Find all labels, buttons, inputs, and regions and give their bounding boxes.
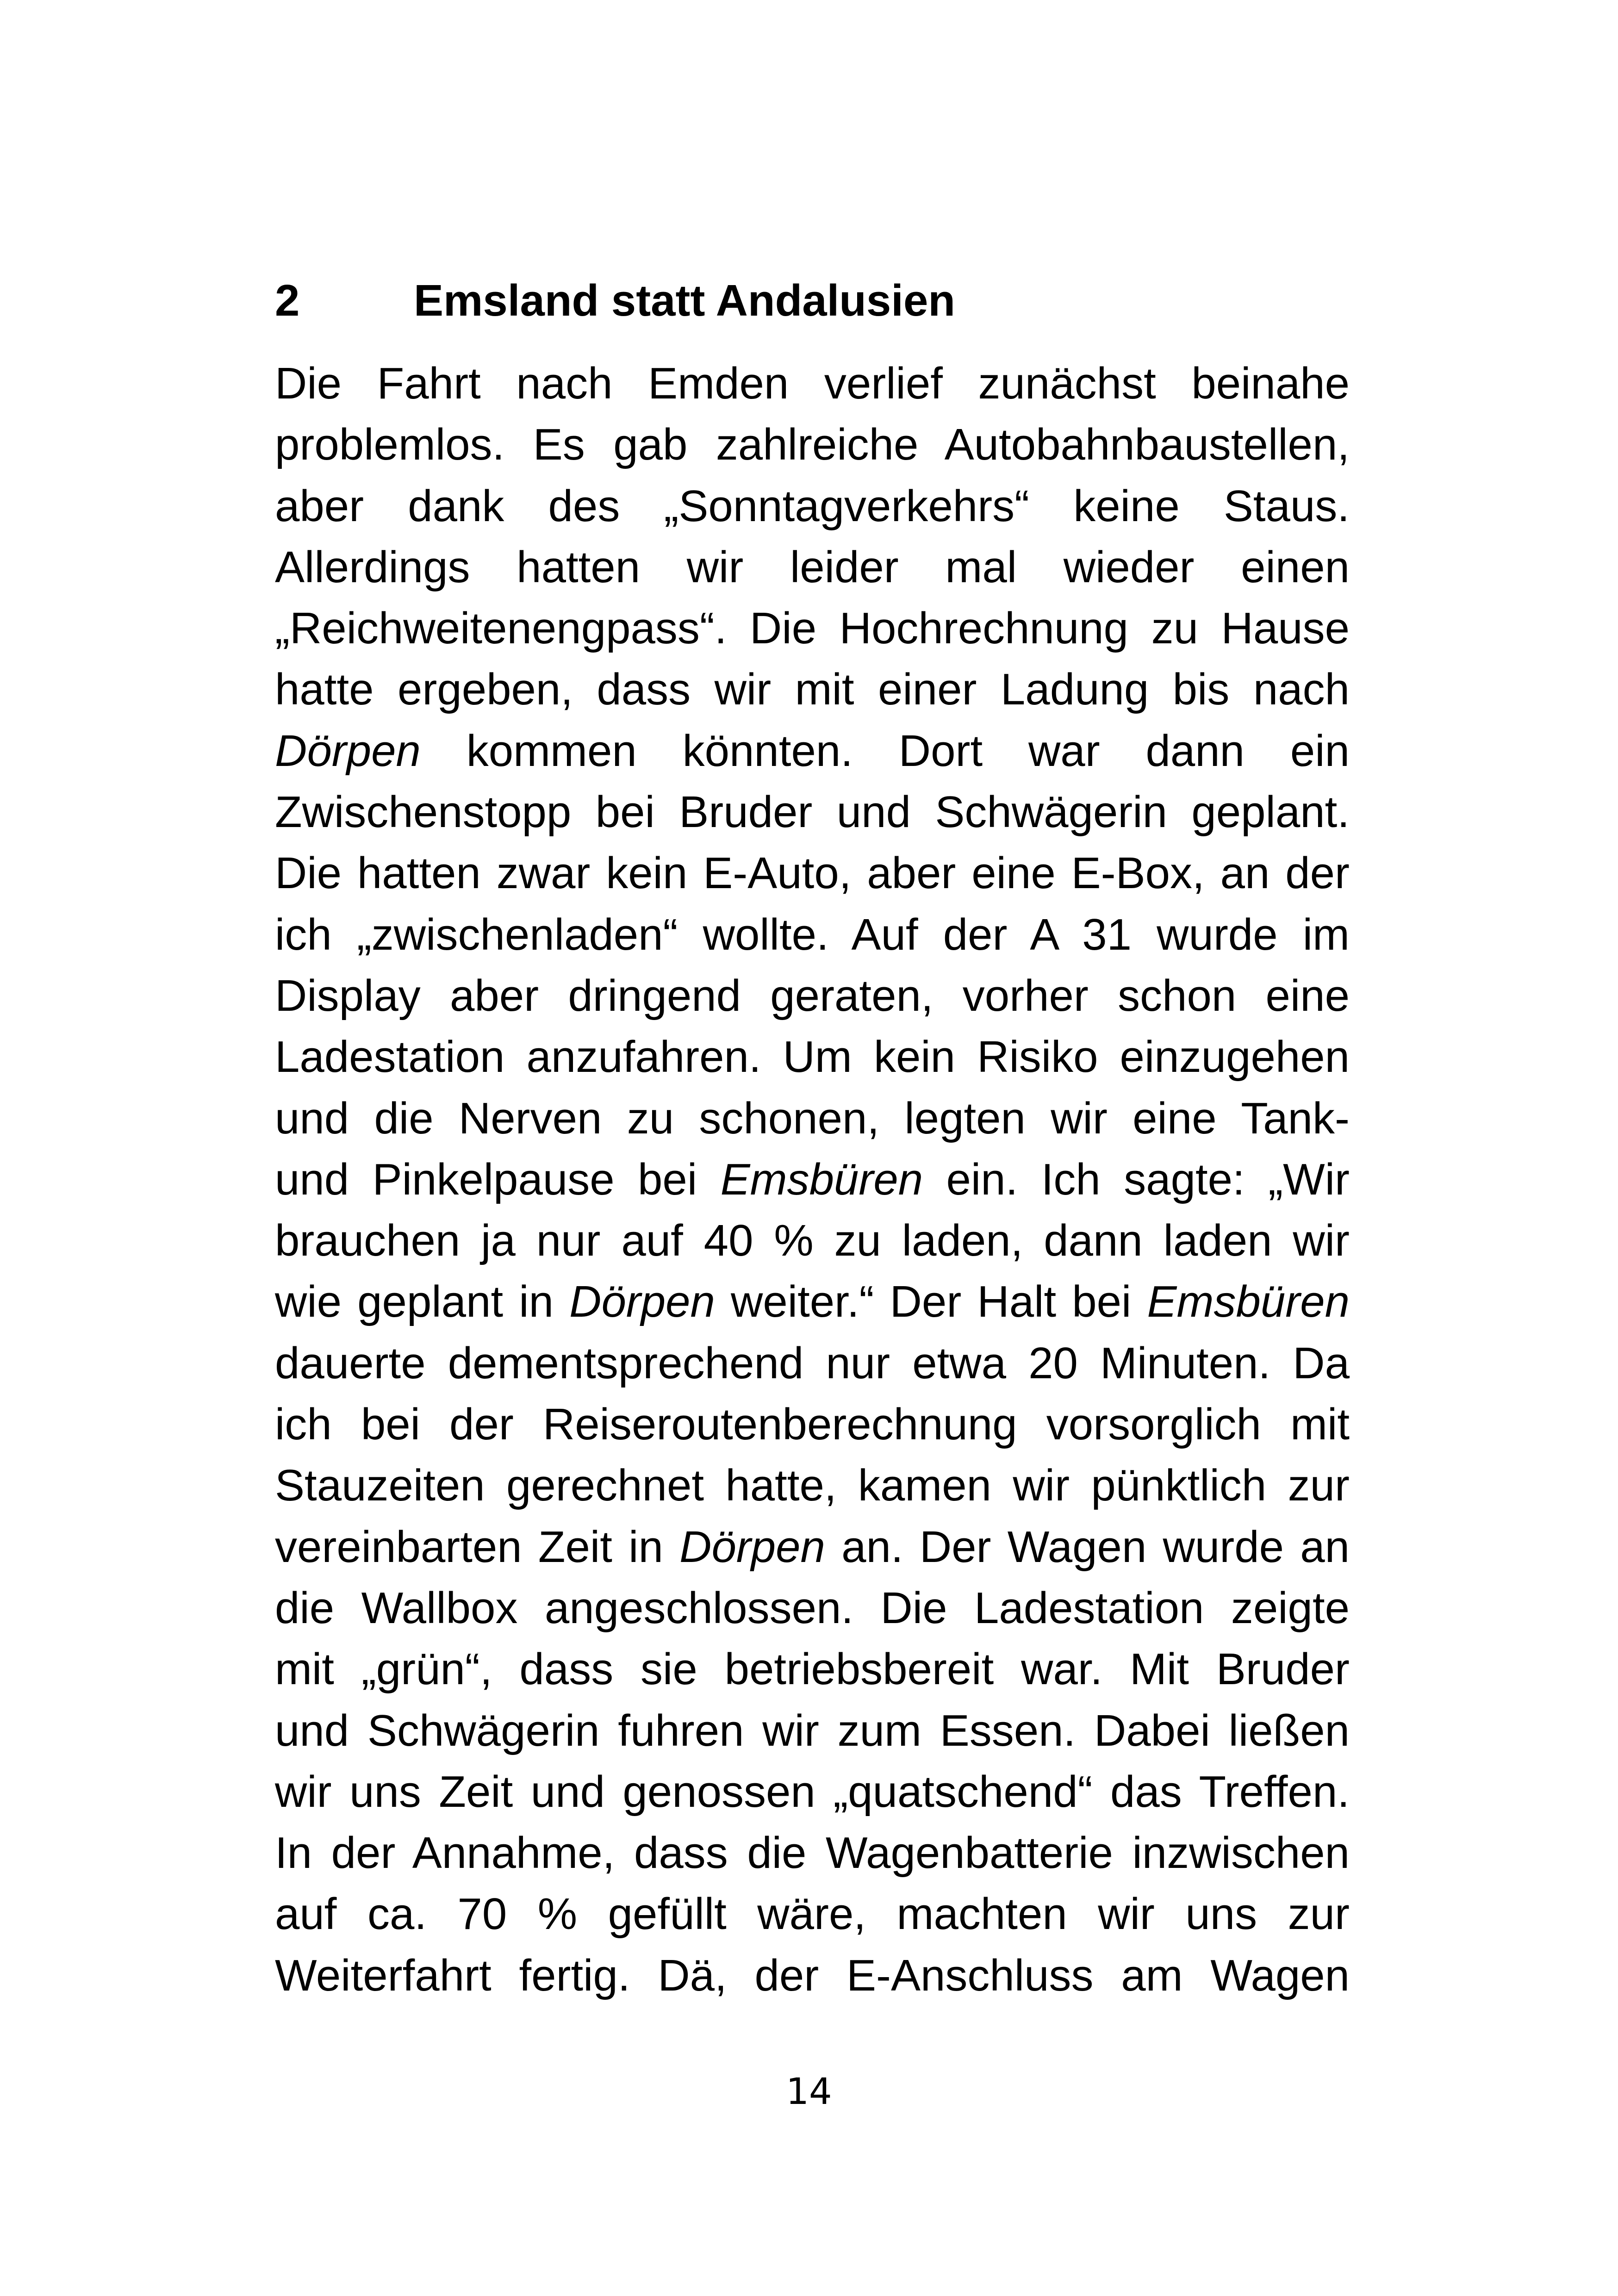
text-segment: hatte ergeben, dass wir mit einer Ladung bis nach <box>275 665 1350 715</box>
chapter-number: 2 <box>275 276 300 325</box>
text-segment: auf ca. 70 % gefüllt wäre, machten wir uns zur <box>275 1889 1350 1939</box>
page-number: 14 <box>786 2071 832 2113</box>
text-segment: problemlos. Es gab zahlreiche Autobahnbaustellen, <box>275 420 1350 470</box>
text-segment: und Schwägerin fuhren wir zum Essen. Dabei ließen <box>275 1705 1350 1755</box>
text-segment: dauerte dementsprechend nur etwa 20 Minuten. Da <box>275 1338 1350 1388</box>
text-segment: kommen könnten. Dort war dann ein <box>420 726 1350 776</box>
body-text <box>275 353 1350 2006</box>
text-line <box>275 1700 1350 1761</box>
text-line <box>275 659 1350 720</box>
text-segment: ich bei der Reiseroutenberechnung vorsorglich mit <box>275 1400 1350 1450</box>
text-segment: ich „zwischenladen“ wollte. Auf der A 31 wurde im <box>275 909 1350 959</box>
text-segment: Die hatten zwar kein E-Auto, aber eine E-Box, an der <box>275 848 1350 898</box>
text-line <box>275 1578 1350 1639</box>
text-segment: „Reichweitenengpass“. Die Hochrechnung zu Hause <box>275 604 1350 653</box>
text-segment: Die Fahrt nach Emden verlief zunächst beinahe <box>275 359 1350 408</box>
text-line <box>275 1149 1350 1210</box>
text-segment: Display aber dringend geraten, vorher schon eine <box>275 971 1350 1020</box>
text-segment: an. Der Wagen wurde an <box>825 1522 1350 1572</box>
text-segment: und Pinkelpause bei <box>275 1154 721 1204</box>
text-line <box>275 904 1350 965</box>
text-segment: die Wallbox angeschlossen. Die Ladestation zeigte <box>275 1583 1350 1633</box>
text-segment: und die Nerven zu schonen, legten wir eine Tank- <box>275 1093 1350 1143</box>
text-segment: brauchen ja nur auf 40 % zu laden, dann laden wir <box>275 1216 1350 1266</box>
text-line <box>275 1884 1350 1945</box>
text-line <box>275 1027 1350 1088</box>
text-line <box>275 1517 1350 1578</box>
text-segment: Weiterfahrt fertig. Dä, der E-Anschluss am Wagen <box>275 1950 1350 2000</box>
text-segment: aber dank des „Sonntagverkehrs“ keine Staus. <box>275 481 1350 531</box>
text-segment: wie geplant in <box>275 1277 570 1327</box>
text-line <box>275 1761 1350 1823</box>
text-line <box>275 721 1350 782</box>
italic-place-name: Emsbüren <box>720 1154 923 1204</box>
text-line <box>275 537 1350 598</box>
text-line <box>275 1823 1350 1884</box>
text-line <box>275 965 1350 1027</box>
text-line <box>275 1455 1350 1516</box>
text-segment: mit „grün“, dass sie betriebsbereit war. Mit Bruder <box>275 1644 1350 1694</box>
text-line <box>275 1945 1350 2006</box>
text-segment: Ladestation anzufahren. Um kein Risiko einzugehen <box>275 1032 1350 1082</box>
text-line <box>275 1271 1350 1332</box>
text-segment: ein. Ich sagte: „Wir <box>923 1154 1350 1204</box>
text-segment: weiter.“ Der Halt bei <box>715 1277 1147 1327</box>
text-segment: Zwischenstopp bei Bruder und Schwägerin geplant. <box>275 787 1350 837</box>
text-line <box>275 353 1350 414</box>
page-content <box>275 271 1350 2006</box>
text-segment: Allerdings hatten wir leider mal wieder einen <box>275 542 1350 592</box>
text-line <box>275 414 1350 475</box>
italic-place-name: Dörpen <box>275 726 421 776</box>
italic-place-name: Dörpen <box>569 1277 715 1327</box>
chapter-heading <box>275 271 1350 331</box>
text-line <box>275 1394 1350 1455</box>
text-line <box>275 1088 1350 1149</box>
text-line <box>275 476 1350 537</box>
italic-place-name: Emsbüren <box>1147 1277 1350 1327</box>
chapter-title: Emsland statt Andalusien <box>414 276 955 325</box>
text-segment: In der Annahme, dass die Wagenbatterie inzwischen <box>275 1828 1350 1878</box>
italic-place-name: Dörpen <box>679 1522 825 1572</box>
text-segment: wir uns Zeit und genossen „quatschend“ das Treffen. <box>275 1767 1350 1817</box>
text-line <box>275 843 1350 904</box>
text-line <box>275 598 1350 659</box>
text-line <box>275 1210 1350 1271</box>
text-line <box>275 782 1350 843</box>
text-line <box>275 1333 1350 1394</box>
text-segment: Stauzeiten gerechnet hatte, kamen wir pünktlich zur <box>275 1461 1350 1511</box>
text-segment: vereinbarten Zeit in <box>275 1522 680 1572</box>
text-line <box>275 1639 1350 1700</box>
